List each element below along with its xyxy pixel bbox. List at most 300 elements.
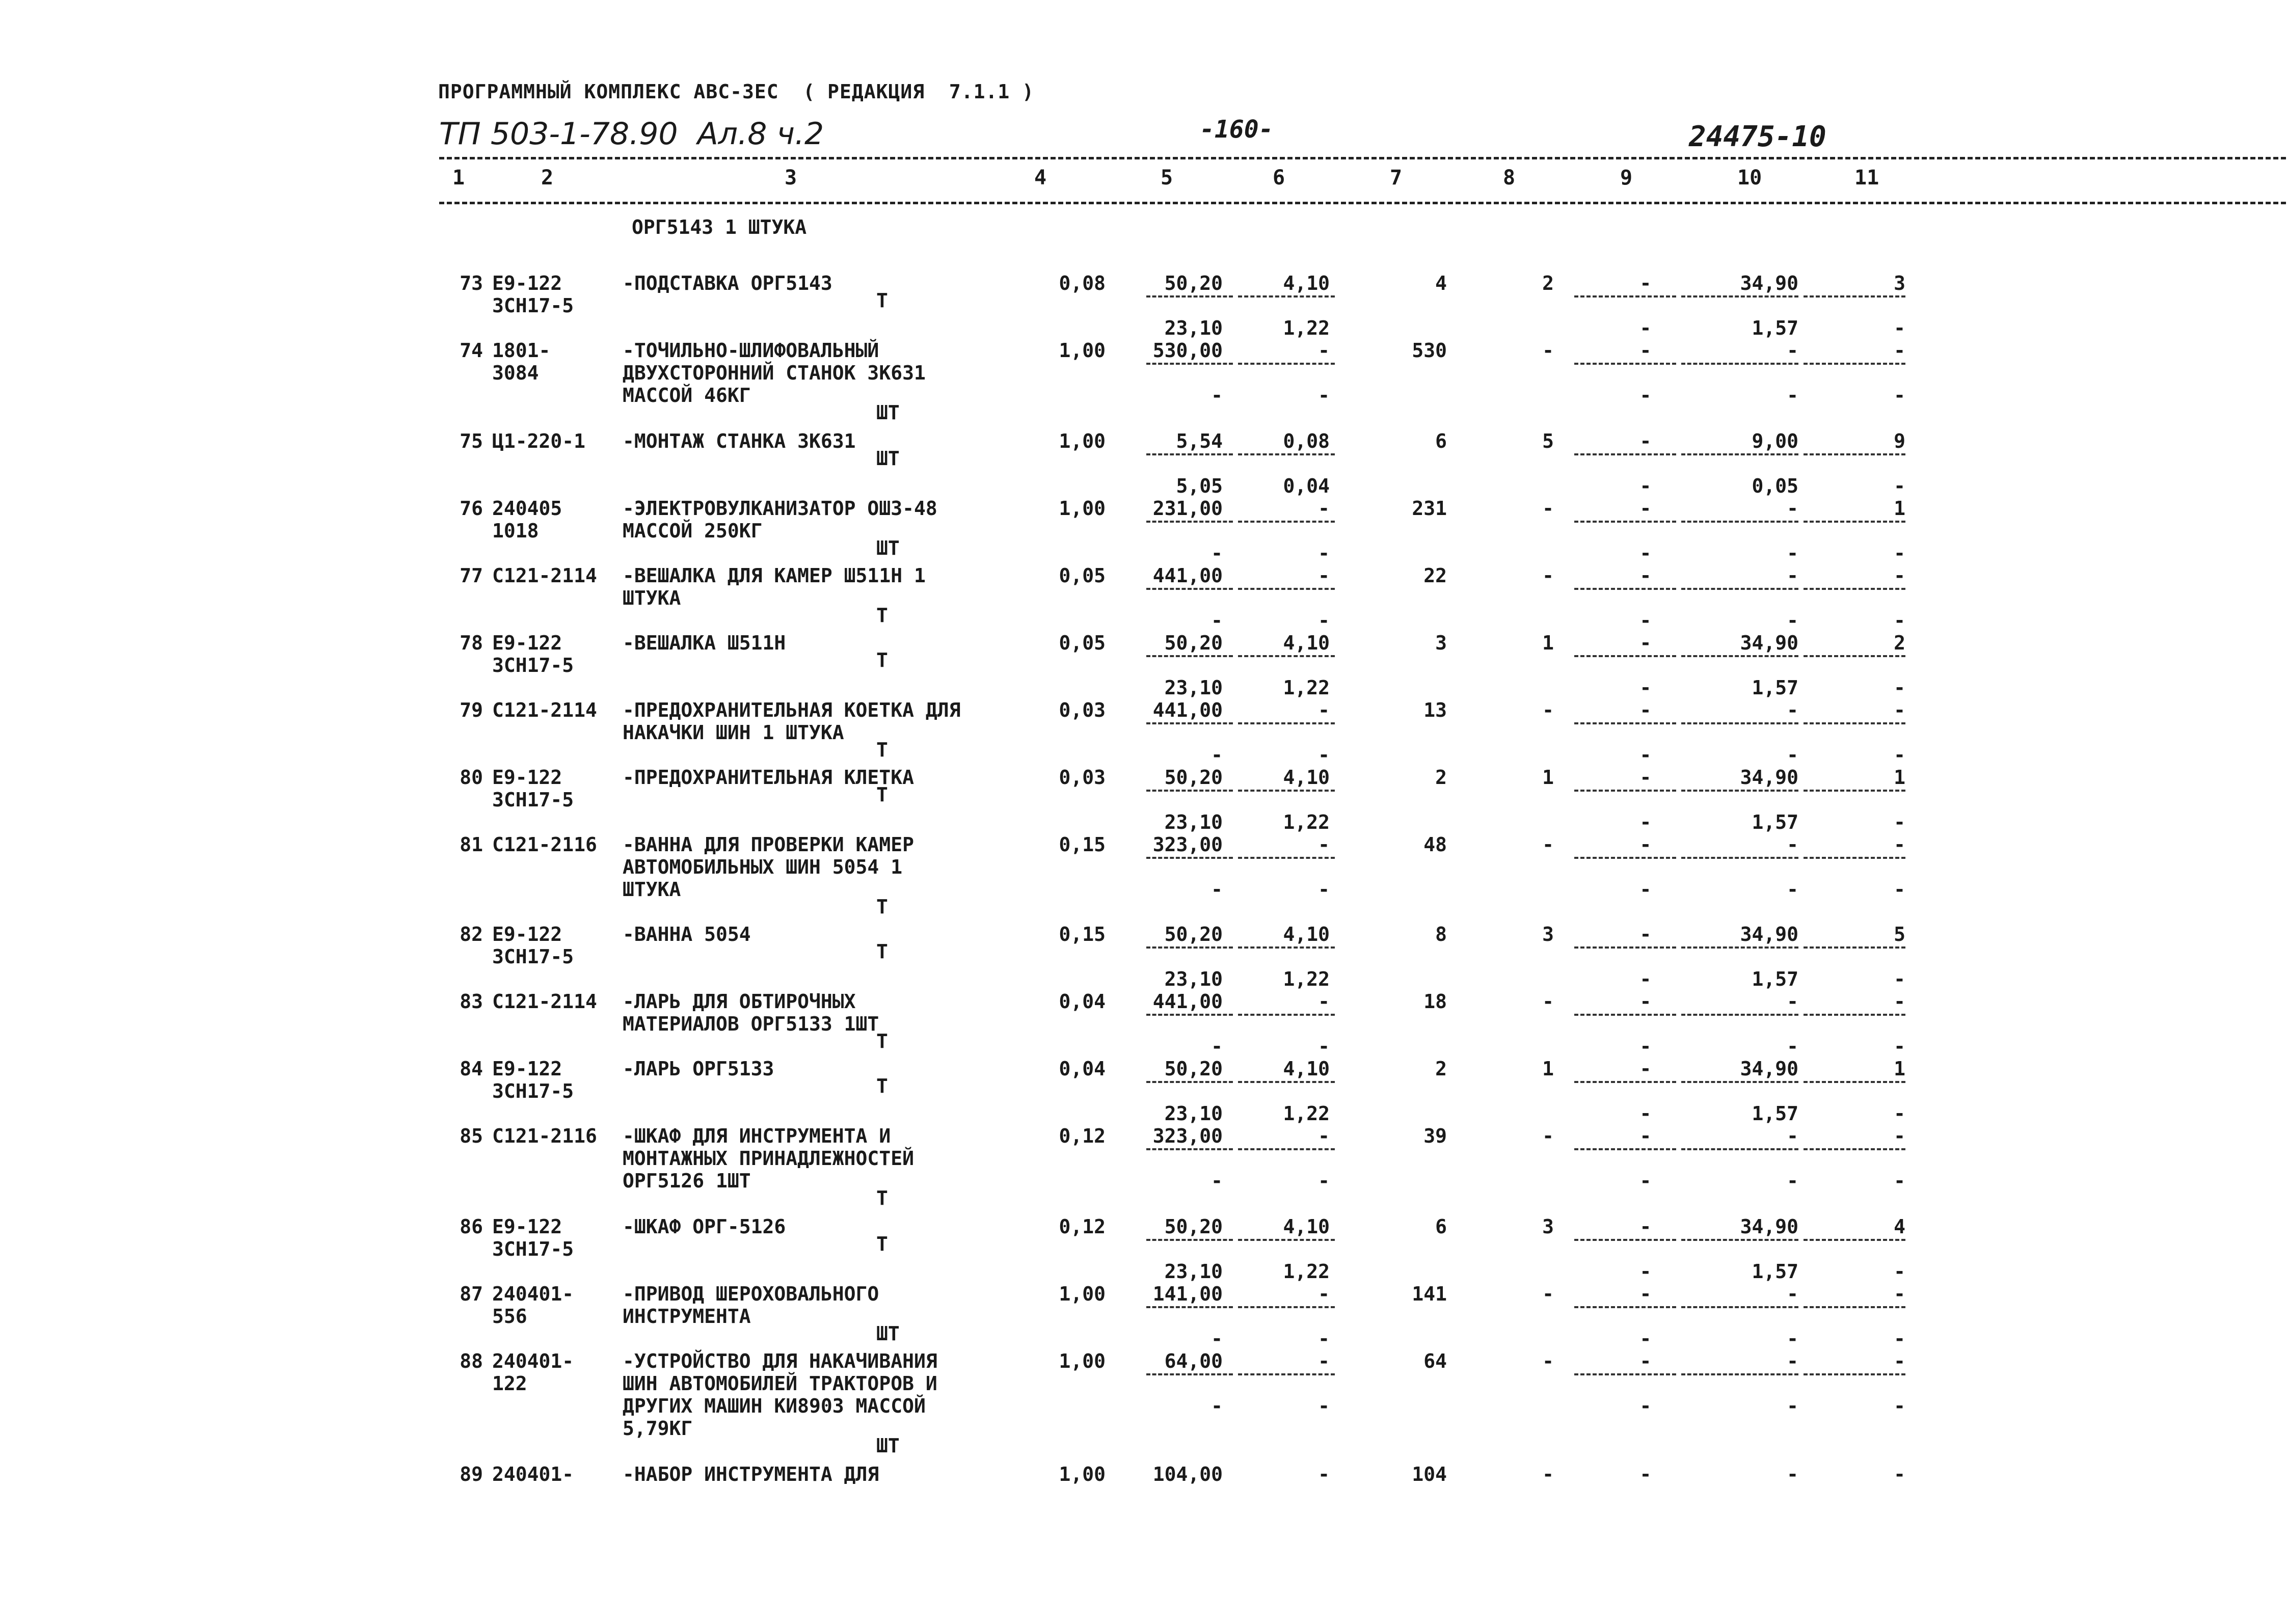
cell-col11: - [1894,1350,1905,1372]
sub-price: 5,05 [1176,475,1223,497]
underline-col9 [1574,722,1676,724]
sub-price: 23,10 [1164,1102,1223,1125]
sub-wage: 1,22 [1283,1102,1330,1125]
underline-col6 [1238,655,1335,657]
underline-col10 [1681,1306,1798,1308]
cell-wage: 4,10 [1283,766,1330,789]
underline-col11 [1804,1148,1905,1150]
sub-col11: - [1894,475,1905,497]
row-code: ЗСН17-5 [492,789,574,811]
cell-price: 50,20 [1164,632,1223,654]
underline-col9 [1574,1081,1676,1083]
cell-wage: - [1318,1350,1330,1372]
cell-col9: - [1639,1350,1652,1372]
row-number: 76 [460,497,483,520]
underline-col10 [1681,588,1798,590]
cell-col11: 4 [1894,1215,1905,1238]
cell-col10: - [1787,990,1798,1013]
row-name: АВТОМОБИЛЬНЫХ ШИН 5054 1 [623,856,903,878]
row-number: 79 [460,699,483,721]
cell-total: 18 [1423,990,1447,1013]
cell-qty: 0,03 [1059,766,1106,789]
row-number: 87 [460,1283,483,1305]
cell-col8: - [1542,1283,1554,1305]
sub-col9: - [1639,1260,1652,1283]
cell-total: 530 [1412,339,1447,362]
row-code: С121-2114 [492,990,597,1013]
row-code: Е9-122 [492,632,562,654]
cell-col11: - [1894,699,1905,721]
sub-price: - [1211,1035,1223,1058]
underline-col10 [1681,1148,1798,1150]
underline-col10 [1681,295,1798,297]
underline-col6 [1238,790,1335,792]
cell-qty: 0,05 [1059,564,1106,587]
row-number: 85 [460,1125,483,1147]
underline-col9 [1574,295,1676,297]
row-name: -НАБОР ИНСТРУМЕНТА ДЛЯ [623,1463,879,1485]
cell-qty: 0,12 [1059,1125,1106,1147]
cell-price: 50,20 [1164,1215,1223,1238]
cell-col11: 1 [1894,766,1905,789]
sub-col9: - [1639,1328,1652,1350]
row-code: 122 [492,1372,527,1395]
cell-col9: - [1639,990,1652,1013]
underline-col5 [1146,722,1233,724]
row-name: -ПРЕДОХРАНИТЕЛЬНАЯ КОЕТКА ДЛЯ [623,699,961,721]
sub-price: 23,10 [1164,676,1223,699]
underline-col9 [1574,1014,1676,1016]
cell-col9: - [1639,339,1652,362]
sub-col11: - [1894,1260,1905,1283]
row-code: 1801- [492,339,551,362]
sub-price: - [1211,384,1223,407]
cell-col11: - [1894,833,1905,856]
row-unit: Т [876,289,888,312]
row-name: ШТУКА [623,878,681,901]
sub-col10: - [1787,1395,1798,1417]
cell-col11: - [1894,564,1905,587]
sub-col9: - [1639,811,1652,833]
underline-col6 [1238,946,1335,949]
cell-total: 6 [1435,430,1447,452]
underline-col9 [1574,1373,1676,1375]
sub-col10: - [1787,1170,1798,1192]
underline-col9 [1574,790,1676,792]
cell-wage: - [1318,1463,1330,1485]
row-name: -ВЕШАЛКА Ш511Н [623,632,786,654]
cell-col9: - [1639,1125,1652,1147]
sub-col11: - [1894,676,1905,699]
cell-col10: 34,90 [1740,766,1798,789]
cell-qty: 1,00 [1059,1350,1106,1372]
row-number: 74 [460,339,483,362]
column-header-10: 10 [1737,166,1762,190]
row-name: НАКАЧКИ ШИН 1 ШТУКА [623,721,844,744]
cell-price: 141,00 [1152,1283,1223,1305]
cell-price: 441,00 [1152,564,1223,587]
underline-col5 [1146,453,1233,455]
sub-col11: - [1894,968,1905,990]
sub-col9: - [1639,968,1652,990]
cell-price: 441,00 [1152,990,1223,1013]
cell-col10: 9,00 [1752,430,1798,452]
cell-qty: 1,00 [1059,430,1106,452]
underline-col5 [1146,1373,1233,1375]
row-unit: Т [876,896,888,918]
cell-col9: - [1639,766,1652,789]
sub-col11: - [1894,542,1905,564]
row-name: -ТОЧИЛЬНО-ШЛИФОВАЛЬНЫЙ [623,339,879,362]
cell-col11: - [1894,990,1905,1013]
column-header-11: 11 [1854,166,1879,190]
cell-col8: - [1542,339,1554,362]
sub-col10: - [1787,542,1798,564]
column-header-7: 7 [1390,166,1403,190]
cell-total: 13 [1423,699,1447,721]
row-name: ОРГ5126 1ШТ [623,1170,751,1192]
row-name: ШТУКА [623,587,681,609]
sub-price: - [1211,542,1223,564]
cell-col8: - [1542,1463,1554,1485]
cell-qty: 1,00 [1059,1283,1106,1305]
header-rule-bottom [439,202,2287,204]
cell-col11: 3 [1894,272,1905,294]
sub-wage: - [1318,1395,1330,1417]
row-name: ДВУХСТОРОННИЙ СТАНОК 3К631 [623,362,926,384]
sub-col10: - [1787,1035,1798,1058]
row-name: 5,79КГ [623,1417,693,1440]
sub-wage: - [1318,609,1330,632]
sub-wage: 1,22 [1283,317,1330,339]
row-code: 240405 [492,497,562,520]
sub-col10: 1,57 [1752,317,1798,339]
sub-price: - [1211,609,1223,632]
cell-col8: - [1542,699,1554,721]
cell-price: 50,20 [1164,766,1223,789]
cell-qty: 0,15 [1059,923,1106,945]
row-unit: Т [876,1233,888,1255]
row-number: 80 [460,766,483,789]
cell-price: 323,00 [1152,833,1223,856]
sub-price: 23,10 [1164,968,1223,990]
underline-col11 [1804,722,1905,724]
underline-col5 [1146,790,1233,792]
column-header-8: 8 [1503,166,1516,190]
cell-col8: 1 [1542,632,1554,654]
underline-col6 [1238,521,1335,523]
row-number: 73 [460,272,483,294]
cell-col8: 3 [1542,923,1554,945]
cell-qty: 0,05 [1059,632,1106,654]
underline-col10 [1681,1014,1798,1016]
row-unit: Т [876,739,888,761]
cell-wage: - [1318,339,1330,362]
row-code: 240401- [492,1283,574,1305]
underline-col11 [1804,1239,1905,1241]
row-code: С121-2114 [492,699,597,721]
sub-wage: 1,22 [1283,676,1330,699]
cell-wage: - [1318,1283,1330,1305]
cell-price: 5,54 [1176,430,1223,452]
cell-price: 231,00 [1152,497,1223,520]
underline-col5 [1146,1306,1233,1308]
row-code: С121-2114 [492,564,597,587]
underline-col10 [1681,1373,1798,1375]
cell-total: 8 [1435,923,1447,945]
cell-col8: 5 [1542,430,1554,452]
cell-col9: - [1639,564,1652,587]
row-name: -ПРЕДОХРАНИТЕЛЬНАЯ КЛЕТКА [623,766,914,789]
sub-price: - [1211,1170,1223,1192]
sub-col11: - [1894,609,1905,632]
sub-col9: - [1639,676,1652,699]
cell-col8: 1 [1542,766,1554,789]
cell-wage: 4,10 [1283,923,1330,945]
underline-col5 [1146,857,1233,859]
row-code: ЗСН17-5 [492,294,574,317]
underline-col11 [1804,453,1905,455]
cell-col9: - [1639,430,1652,452]
cell-col9: - [1639,1463,1652,1485]
underline-col11 [1804,946,1905,949]
underline-col5 [1146,1239,1233,1241]
row-code: С121-2116 [492,1125,597,1147]
row-unit: ШТ [876,401,900,424]
sub-col9: - [1639,1170,1652,1192]
row-name: МОНТАЖНЫХ ПРИНАДЛЕЖНОСТЕЙ [623,1147,914,1170]
sub-col9: - [1639,878,1652,901]
row-unit: ШТ [876,1434,900,1457]
cell-qty: 0,12 [1059,1215,1106,1238]
sub-wage: - [1318,878,1330,901]
cell-total: 2 [1435,766,1447,789]
row-code: 240401- [492,1463,574,1485]
sub-wage: - [1318,1170,1330,1192]
sub-col11: - [1894,744,1905,766]
underline-col11 [1804,588,1905,590]
underline-col11 [1804,1014,1905,1016]
underline-col6 [1238,1373,1335,1375]
sub-col9: - [1639,1035,1652,1058]
sub-price: - [1211,1328,1223,1350]
row-number: 75 [460,430,483,452]
cell-qty: 1,00 [1059,339,1106,362]
row-name: -ВАННА 5054 [623,923,751,945]
sub-col10: 1,57 [1752,968,1798,990]
underline-col5 [1146,521,1233,523]
sub-col10: - [1787,384,1798,407]
cell-total: 104 [1412,1463,1447,1485]
cell-total: 3 [1435,632,1447,654]
sub-col10: 1,57 [1752,811,1798,833]
cell-total: 231 [1412,497,1447,520]
cell-col11: - [1894,1283,1905,1305]
cell-price: 50,20 [1164,923,1223,945]
cell-price: 323,00 [1152,1125,1223,1147]
cell-wage: 4,10 [1283,1215,1330,1238]
cell-col11: 5 [1894,923,1905,945]
row-name: -ЭЛЕКТРОВУЛКАНИЗАТОР ОШЗ-48 [623,497,937,520]
sub-col11: - [1894,317,1905,339]
cell-col10: - [1787,497,1798,520]
sub-col11: - [1894,384,1905,407]
sub-col9: - [1639,1395,1652,1417]
sub-wage: - [1318,744,1330,766]
underline-col10 [1681,453,1798,455]
top-continuation-text: ОРГ5143 1 ШТУКА [632,216,807,238]
row-code: Е9-122 [492,766,562,789]
cell-price: 64,00 [1164,1350,1223,1372]
column-header-1: 1 [452,166,465,190]
underline-col11 [1804,790,1905,792]
row-code: 3084 [492,362,539,384]
sub-wage: 1,22 [1283,1260,1330,1283]
row-code: Е9-122 [492,272,562,294]
underline-col9 [1574,655,1676,657]
row-unit: Т [876,1187,888,1209]
cell-price: 441,00 [1152,699,1223,721]
cell-total: 141 [1412,1283,1447,1305]
sub-col10: - [1787,1328,1798,1350]
underline-col6 [1238,1148,1335,1150]
row-name: -ЛАРЬ ДЛЯ ОБТИРОЧНЫХ [623,990,856,1013]
cell-col11: 1 [1894,497,1905,520]
row-number: 84 [460,1058,483,1080]
underline-col11 [1804,295,1905,297]
row-unit: Т [876,1030,888,1052]
underline-col10 [1681,722,1798,724]
underline-col5 [1146,1081,1233,1083]
row-unit: Т [876,1075,888,1097]
underline-col10 [1681,655,1798,657]
sub-wage: - [1318,384,1330,407]
cell-qty: 0,15 [1059,833,1106,856]
sub-col11: - [1894,1035,1905,1058]
cell-col11: - [1894,1463,1905,1485]
cell-wage: 4,10 [1283,632,1330,654]
underline-col9 [1574,453,1676,455]
underline-col6 [1238,295,1335,297]
sub-col10: - [1787,878,1798,901]
underline-col10 [1681,363,1798,365]
cell-wage: 4,10 [1283,1058,1330,1080]
sub-price: - [1211,744,1223,766]
sub-col9: - [1639,609,1652,632]
row-code: 1018 [492,520,539,542]
cell-col10: 34,90 [1740,923,1798,945]
underline-col11 [1804,363,1905,365]
cell-col10: 34,90 [1740,272,1798,294]
sub-price: - [1211,1395,1223,1417]
row-name: -МОНТАЖ СТАНКА 3К631 [623,430,856,452]
row-number: 82 [460,923,483,945]
row-name: -ПРИВОД ШЕРОХОВАЛЬНОГО [623,1283,879,1305]
underline-col6 [1238,1014,1335,1016]
cell-wage: 0,08 [1283,430,1330,452]
cell-col9: - [1639,923,1652,945]
cell-wage: - [1318,699,1330,721]
cell-qty: 1,00 [1059,497,1106,520]
underline-col6 [1238,588,1335,590]
row-unit: Т [876,783,888,806]
underline-col9 [1574,521,1676,523]
row-number: 78 [460,632,483,654]
cell-col8: 1 [1542,1058,1554,1080]
sub-price: - [1211,878,1223,901]
cell-price: 530,00 [1152,339,1223,362]
cell-col9: - [1639,699,1652,721]
row-unit: ШТ [876,1322,900,1345]
cell-col9: - [1639,1058,1652,1080]
cell-col10: - [1787,1463,1798,1485]
row-code: Е9-122 [492,1215,562,1238]
sub-col9: - [1639,1102,1652,1125]
cell-wage: - [1318,990,1330,1013]
row-code: ЗСН17-5 [492,1238,574,1260]
cell-col9: - [1639,1215,1652,1238]
cell-col8: - [1542,990,1554,1013]
sub-wage: 1,22 [1283,811,1330,833]
row-name: ИНСТРУМЕНТА [623,1305,751,1328]
row-unit: ШТ [876,537,900,559]
cell-wage: - [1318,1125,1330,1147]
sub-col9: - [1639,744,1652,766]
row-code: ЗСН17-5 [492,654,574,676]
sub-col11: - [1894,1328,1905,1350]
sub-price: 23,10 [1164,317,1223,339]
underline-col9 [1574,1148,1676,1150]
sub-col10: 1,57 [1752,1102,1798,1125]
cell-col10: - [1787,339,1798,362]
sub-wage: - [1318,542,1330,564]
sub-wage: - [1318,1035,1330,1058]
cell-total: 2 [1435,1058,1447,1080]
cell-col10: 34,90 [1740,1215,1798,1238]
cell-col11: 2 [1894,632,1905,654]
row-code: Ц1-220-1 [492,430,586,452]
sub-col11: - [1894,1395,1905,1417]
underline-col6 [1238,857,1335,859]
column-header-2: 2 [541,166,554,190]
underline-col6 [1238,363,1335,365]
underline-col9 [1574,1239,1676,1241]
cell-col10: - [1787,1283,1798,1305]
cell-col8: 3 [1542,1215,1554,1238]
row-name: ДРУГИХ МАШИН КИ8903 МАССОЙ [623,1395,926,1417]
cell-total: 48 [1423,833,1447,856]
underline-col11 [1804,655,1905,657]
program-title: ПРОГРАММНЫЙ КОМПЛЕКС АВС-ЗЕС ( РЕДАКЦИЯ 7.1.1 ) [438,80,1035,103]
sub-col9: - [1639,542,1652,564]
column-header-3: 3 [785,166,797,190]
cell-wage: 4,10 [1283,272,1330,294]
cell-wage: - [1318,833,1330,856]
row-name: -ПОДСТАВКА ОРГ5143 [623,272,832,294]
row-code: Е9-122 [492,1058,562,1080]
cell-col10: - [1787,833,1798,856]
cell-col8: - [1542,497,1554,520]
cell-qty: 1,00 [1059,1463,1106,1485]
cell-qty: 0,08 [1059,272,1106,294]
sub-col9: - [1639,384,1652,407]
sub-col10: - [1787,609,1798,632]
underline-col11 [1804,1081,1905,1083]
cell-qty: 0,04 [1059,990,1106,1013]
row-number: 83 [460,990,483,1013]
row-number: 86 [460,1215,483,1238]
row-number: 77 [460,564,483,587]
